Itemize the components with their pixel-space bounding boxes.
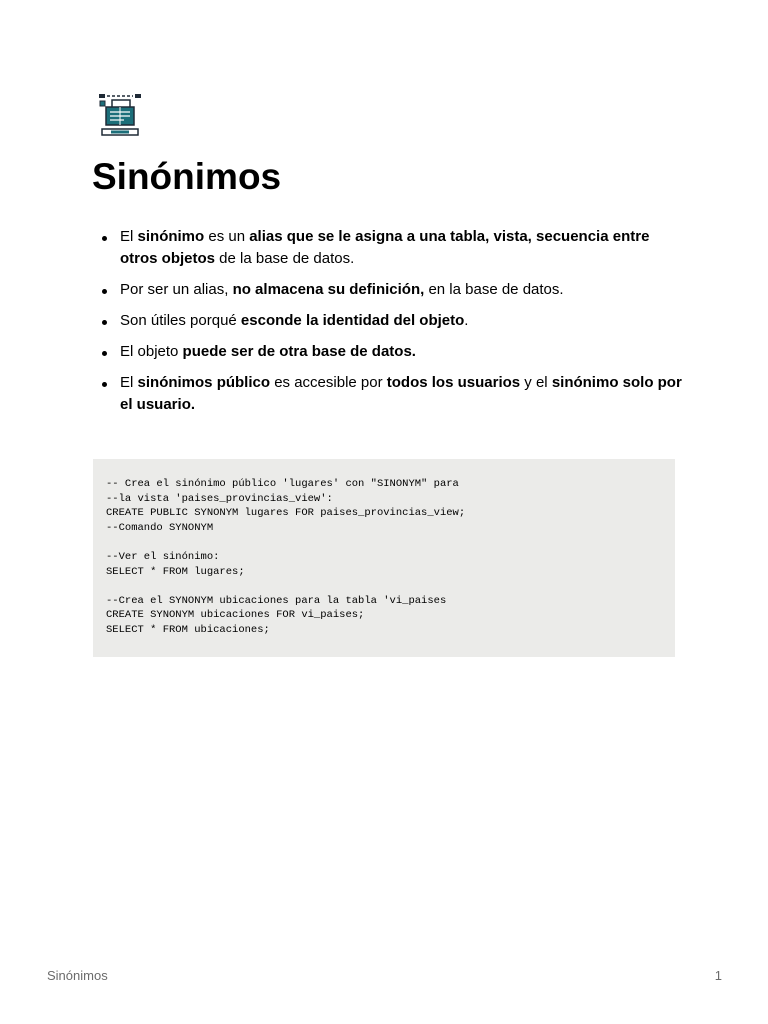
bullet-item bbox=[97, 279, 687, 301]
bold-text: sinónimos público bbox=[137, 374, 271, 391]
footer-title: Sinónimos bbox=[47, 968, 108, 983]
bold-text: puede ser de otra base de datos. bbox=[182, 343, 416, 360]
text: de la base de datos. bbox=[215, 250, 355, 267]
bullet-item bbox=[97, 341, 687, 363]
bullet-item bbox=[97, 226, 687, 270]
text: en la base de datos. bbox=[424, 281, 564, 298]
bold-text: esconde la identidad del objeto bbox=[240, 312, 465, 329]
bullet-item bbox=[97, 372, 687, 416]
text: El objeto bbox=[120, 343, 183, 360]
text: . bbox=[464, 312, 469, 329]
bold-text: no almacena su definición, bbox=[232, 281, 425, 298]
footer-page-number: 1 bbox=[714, 968, 722, 983]
text: es accesible por bbox=[270, 374, 387, 391]
text: es un bbox=[204, 228, 250, 245]
text: Por ser un alias, bbox=[120, 281, 233, 298]
text: El bbox=[120, 374, 138, 391]
bold-text: sinónimo bbox=[137, 228, 205, 245]
bold-text: sinónimo solo por el usuario. bbox=[120, 374, 682, 413]
page-title: Sinónimos bbox=[92, 156, 282, 197]
bold-text: alias que se le asigna a una tabla, vista, secuencia entre otros objetos bbox=[120, 228, 650, 267]
bullet-list bbox=[97, 226, 687, 425]
text: y el bbox=[520, 374, 552, 391]
bold-text: todos los usuarios bbox=[386, 374, 521, 391]
bullet-item bbox=[97, 310, 687, 332]
text: Son útiles porqué bbox=[120, 312, 241, 329]
database-documents-icon bbox=[96, 92, 144, 138]
code-block: -- Crea el sinónimo público 'lugares' con "SINONYM" para --la vista 'paises_provincias_view': CREATE PUBLIC SYNONYM lugares FOR paises_provincias_view; --Comando SYNONYM --Ver el sinónimo: SELECT * FROM lugares; --Crea el SYNONYM ubicaciones para la tabla 'vi_paises CREATE SYNONYM ubicaciones FOR vi_paises; SELECT * FROM ubicaciones; bbox=[93, 459, 675, 657]
text: El bbox=[120, 228, 138, 245]
